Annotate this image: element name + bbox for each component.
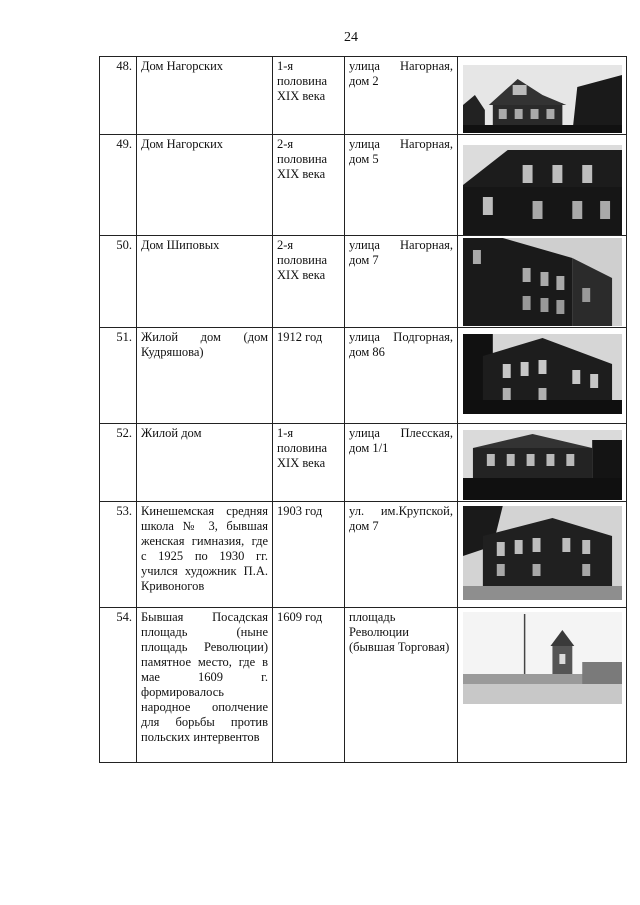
object-photo-cell — [458, 57, 627, 135]
row-number: 50. — [100, 236, 137, 328]
object-photo-cell — [458, 502, 627, 608]
object-photo-cell — [458, 424, 627, 502]
table-row — [100, 57, 627, 135]
house-photo — [463, 506, 622, 600]
object-name: Кинешемская средняя школа № 3, бывшая женская гимназия, где с 1925 по 1930 гг. учился художник П.А. Кривоногов — [137, 502, 273, 608]
house-photo — [463, 334, 622, 414]
object-photo-cell — [458, 328, 627, 424]
table-row — [100, 608, 627, 763]
house-photo — [463, 238, 622, 326]
object-address: улица Плесская, дом 1/1 — [345, 424, 458, 502]
row-number: 51. — [100, 328, 137, 424]
object-name: Жилой дом (дом Кудряшова) — [137, 328, 273, 424]
object-address: ул. им.Крупской, дом 7 — [345, 502, 458, 608]
object-address: площадь Революции (бывшая Торговая) — [345, 608, 458, 763]
object-address: улица Нагорная, дом 2 — [345, 57, 458, 135]
row-number: 49. — [100, 135, 137, 236]
object-period: 1-я половина XIX века — [273, 424, 345, 502]
row-number: 53. — [100, 502, 137, 608]
object-name: Дом Нагорских — [137, 135, 273, 236]
table-row — [100, 236, 627, 328]
row-number: 52. — [100, 424, 137, 502]
object-photo-cell — [458, 608, 627, 763]
object-name: Жилой дом — [137, 424, 273, 502]
table-row — [100, 135, 627, 236]
object-photo-cell — [458, 236, 627, 328]
table-row — [100, 424, 627, 502]
page-number: 24 — [344, 30, 358, 45]
object-name: Дом Шиповых — [137, 236, 273, 328]
row-number: 48. — [100, 57, 137, 135]
monuments-table — [99, 56, 627, 763]
object-period: 1609 год — [273, 608, 345, 763]
object-period: 1912 год — [273, 328, 345, 424]
object-period: 2-я половина XIX века — [273, 236, 345, 328]
object-address: улица Подгорная, дом 86 — [345, 328, 458, 424]
object-name: Дом Нагорских — [137, 57, 273, 135]
house-photo — [463, 65, 622, 133]
house-photo — [463, 430, 622, 500]
object-address: улица Нагорная, дом 5 — [345, 135, 458, 236]
object-photo-cell — [458, 135, 627, 236]
house-photo — [463, 145, 622, 235]
table-row — [100, 328, 627, 424]
object-name: Бывшая Посадская площадь (ныне площадь Революции) памятное место, где в мае 1609 г. формировалось народное ополчение для борьбы против польских интервентов — [137, 608, 273, 763]
object-period: 1-я половина XIX века — [273, 57, 345, 135]
row-number: 54. — [100, 608, 137, 763]
object-period: 2-я половина XIX века — [273, 135, 345, 236]
square-photo — [463, 612, 622, 704]
object-address: улица Нагорная, дом 7 — [345, 236, 458, 328]
object-period: 1903 год — [273, 502, 345, 608]
table-row — [100, 502, 627, 608]
